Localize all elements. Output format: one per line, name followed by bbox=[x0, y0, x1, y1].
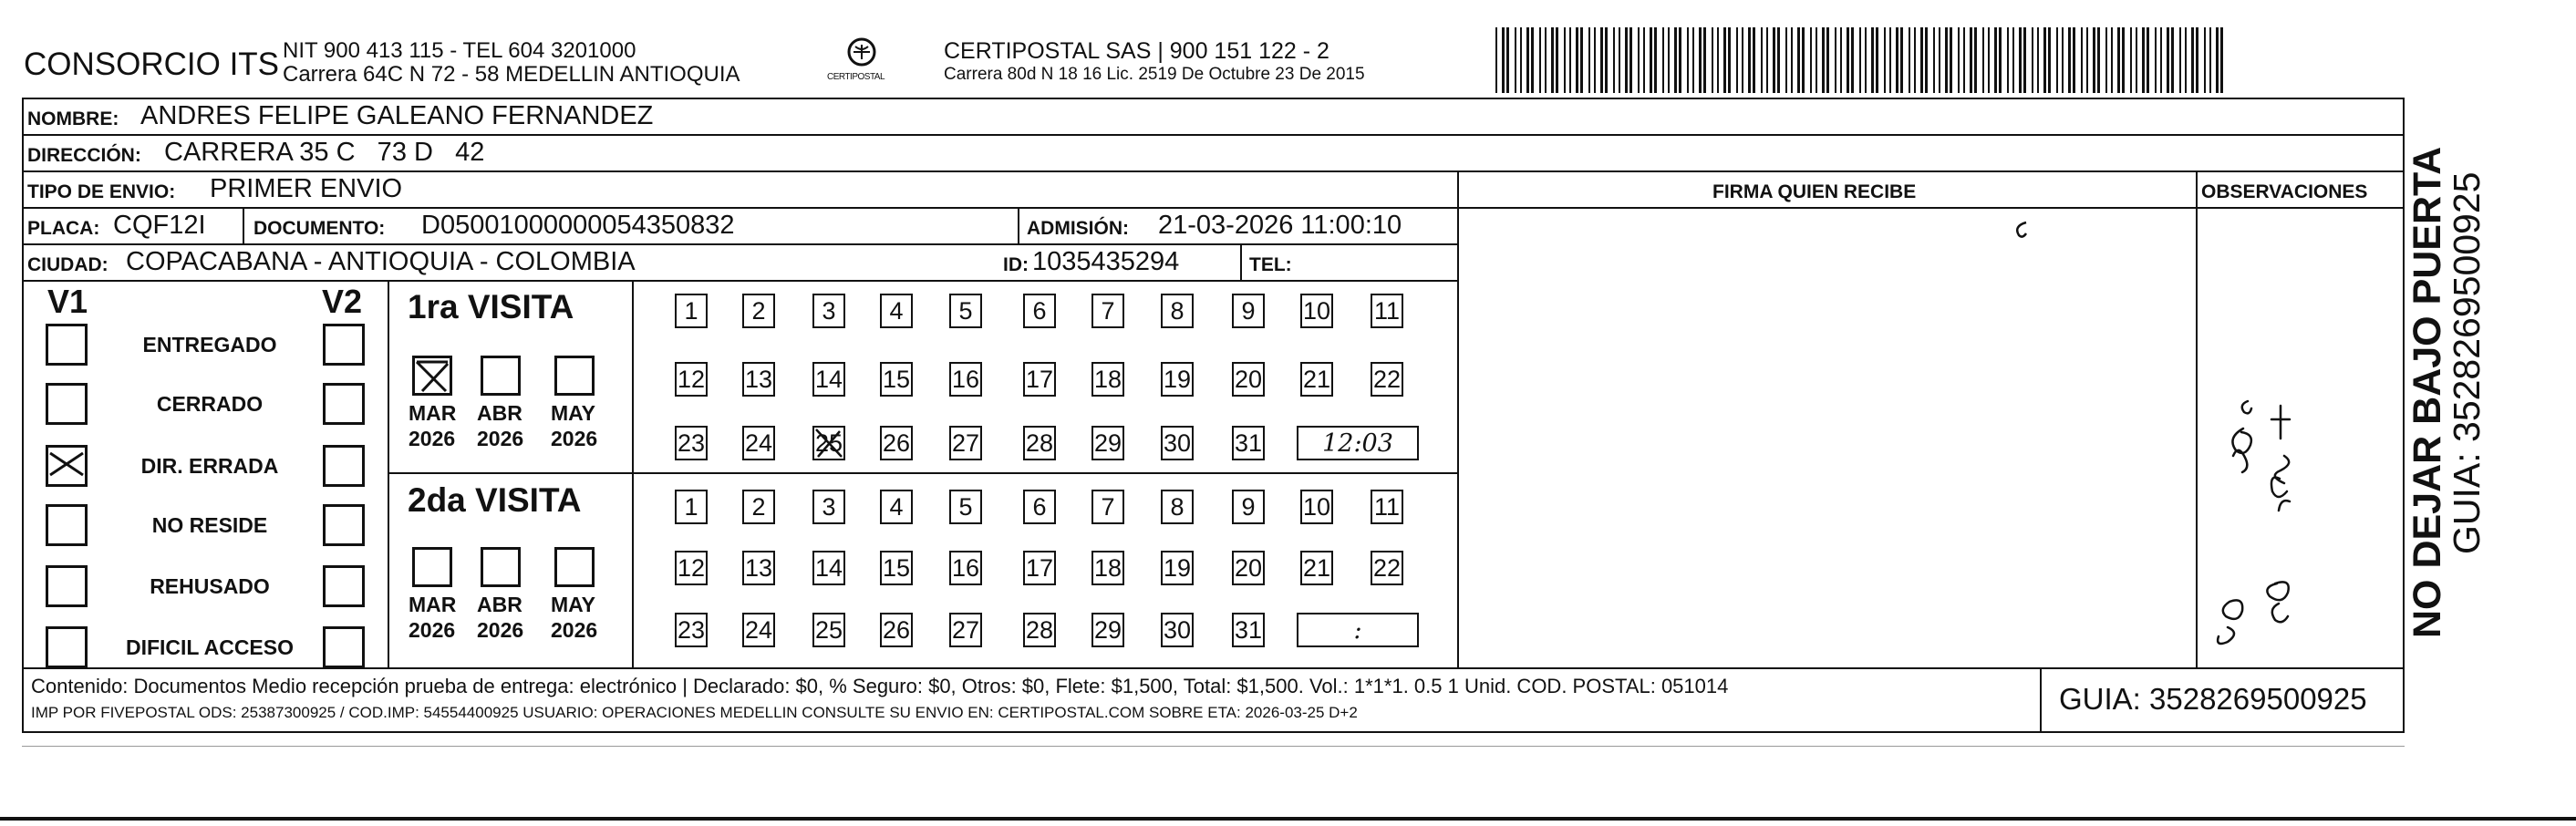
side-guia: GUIA: 3528269500925 bbox=[2446, 171, 2488, 554]
day-box[interactable]: 18 bbox=[1091, 362, 1124, 397]
v1-checkbox[interactable] bbox=[46, 565, 88, 607]
footer-guia: GUIA: 3528269500925 bbox=[2059, 682, 2367, 716]
contenido-line: Contenido: Documentos Medio recepción prueba de entrega: electrónico | Declarado: $0, % Seguro: $0, Otros: $0, Flete: $1,500, Total: $1,500. Vol.: 1*1*1. 0.5 1 Unid. COD. POSTAL: 051014 bbox=[31, 675, 1729, 697]
first-visit-title: 1ra VISITA bbox=[408, 288, 574, 325]
day-box[interactable]: 8 bbox=[1161, 294, 1194, 328]
v1-header: V1 bbox=[47, 283, 88, 320]
day-box[interactable]: 20 bbox=[1232, 362, 1265, 397]
admision-label: ADMISIÓN: bbox=[1027, 218, 1129, 239]
ciudad-label: CIUDAD: bbox=[27, 254, 109, 275]
certipostal-logo bbox=[825, 36, 898, 88]
year-label: 2026 bbox=[409, 618, 456, 642]
documento-value: D05001000000054350832 bbox=[421, 211, 735, 240]
time-box[interactable]: : bbox=[1297, 613, 1419, 647]
month-label: ABR bbox=[477, 593, 522, 616]
day-box[interactable]: 5 bbox=[949, 294, 982, 328]
month-checkbox[interactable] bbox=[481, 547, 521, 587]
documento-label: DOCUMENTO: bbox=[253, 218, 386, 239]
day-box[interactable]: 9 bbox=[1232, 490, 1265, 524]
day-box[interactable]: 26 bbox=[880, 426, 913, 460]
day-box[interactable]: 23 bbox=[675, 613, 708, 647]
day-box[interactable]: 25 bbox=[812, 613, 845, 647]
status-label: CERRADO bbox=[156, 392, 264, 416]
day-box[interactable]: 2 bbox=[742, 490, 775, 524]
day-box[interactable]: 29 bbox=[1091, 426, 1124, 460]
tipo-value: PRIMER ENVIO bbox=[210, 174, 403, 203]
day-box[interactable]: 15 bbox=[880, 362, 913, 397]
month-checkbox[interactable] bbox=[412, 356, 452, 396]
year-label: 2026 bbox=[551, 427, 598, 450]
day-box[interactable]: 10 bbox=[1300, 490, 1333, 524]
carrier-address: Carrera 80d N 18 16 Lic. 2519 De Octubre 23 De 2015 bbox=[944, 65, 1365, 84]
day-box[interactable]: 21 bbox=[1300, 551, 1333, 585]
month-label: ABR bbox=[477, 401, 522, 425]
v2-checkbox[interactable] bbox=[323, 383, 365, 425]
day-box[interactable]: 25 bbox=[812, 426, 845, 460]
status-label: ENTREGADO bbox=[142, 333, 277, 356]
status-label: DIFICIL ACCESO bbox=[125, 635, 294, 659]
observaciones-label: OBSERVACIONES bbox=[2201, 181, 2368, 202]
day-box[interactable]: 14 bbox=[812, 551, 845, 585]
barcode bbox=[1495, 27, 2225, 93]
month-label: MAR bbox=[409, 593, 457, 616]
day-box[interactable]: 1 bbox=[675, 294, 708, 328]
day-box[interactable]: 26 bbox=[880, 613, 913, 647]
tel-label: TEL: bbox=[1249, 254, 1292, 275]
day-box[interactable]: 31 bbox=[1232, 613, 1265, 647]
day-box[interactable]: 1 bbox=[675, 490, 708, 524]
status-label: REHUSADO bbox=[150, 574, 270, 598]
day-box[interactable]: 29 bbox=[1091, 613, 1124, 647]
day-box[interactable]: 7 bbox=[1091, 294, 1124, 328]
placa-label: PLACA: bbox=[27, 218, 100, 239]
day-box[interactable]: 8 bbox=[1161, 490, 1194, 524]
carrier-line: CERTIPOSTAL SAS | 900 151 122 - 2 bbox=[944, 38, 1329, 64]
status-label: NO RESIDE bbox=[151, 513, 268, 537]
day-box[interactable]: 18 bbox=[1091, 551, 1124, 585]
day-box[interactable]: 12 bbox=[675, 551, 708, 585]
day-box[interactable]: 2 bbox=[742, 294, 775, 328]
day-box[interactable]: 22 bbox=[1371, 551, 1403, 585]
signature-mark bbox=[2006, 217, 2033, 249]
day-box[interactable]: 6 bbox=[1023, 490, 1056, 524]
day-box[interactable]: 19 bbox=[1161, 362, 1194, 397]
id-label: ID: bbox=[1003, 254, 1029, 275]
v2-header: V2 bbox=[322, 283, 363, 320]
observaciones-handwriting bbox=[2193, 365, 2321, 656]
day-box[interactable]: 28 bbox=[1023, 613, 1056, 647]
month-checkbox[interactable] bbox=[481, 356, 521, 396]
month-checkbox[interactable] bbox=[412, 547, 452, 587]
nombre-label: NOMBRE: bbox=[27, 108, 119, 129]
admision-value: 21-03-2026 11:00:10 bbox=[1158, 211, 1402, 240]
month-label: MAY bbox=[551, 401, 595, 425]
v1-checkbox[interactable] bbox=[46, 626, 88, 668]
year-label: 2026 bbox=[477, 427, 524, 450]
day-box[interactable]: 11 bbox=[1371, 294, 1403, 328]
day-box[interactable]: 27 bbox=[949, 426, 982, 460]
year-label: 2026 bbox=[477, 618, 524, 642]
day-box[interactable]: 12 bbox=[675, 362, 708, 397]
day-box[interactable]: 21 bbox=[1300, 362, 1333, 397]
day-box[interactable]: 16 bbox=[949, 551, 982, 585]
month-label: MAR bbox=[409, 401, 457, 425]
firma-label: FIRMA QUIEN RECIBE bbox=[1712, 181, 1917, 202]
direccion-label: DIRECCIÓN: bbox=[27, 145, 141, 166]
day-box[interactable]: 3 bbox=[812, 294, 845, 328]
month-checkbox[interactable] bbox=[554, 356, 595, 396]
day-box[interactable]: 6 bbox=[1023, 294, 1056, 328]
day-box[interactable]: 24 bbox=[742, 426, 775, 460]
day-box[interactable]: 14 bbox=[812, 362, 845, 397]
day-box[interactable]: 7 bbox=[1091, 490, 1124, 524]
no-dejar-bajo-puerta: NO DEJAR BAJO PUERTA bbox=[2405, 146, 2449, 638]
day-box[interactable]: 11 bbox=[1371, 490, 1403, 524]
day-box[interactable]: 19 bbox=[1161, 551, 1194, 585]
day-box[interactable]: 13 bbox=[742, 551, 775, 585]
status-label: DIR. ERRADA bbox=[140, 454, 279, 478]
v1-checkbox[interactable] bbox=[46, 445, 88, 487]
v2-checkbox[interactable] bbox=[323, 626, 365, 668]
company-name: CONSORCIO ITS bbox=[24, 46, 280, 82]
v1-checkbox[interactable] bbox=[46, 504, 88, 546]
day-box[interactable]: 4 bbox=[880, 294, 913, 328]
day-25-mark bbox=[812, 426, 845, 465]
day-box[interactable]: 30 bbox=[1161, 613, 1194, 647]
month-label: MAY bbox=[551, 593, 595, 616]
day-box[interactable]: 23 bbox=[675, 426, 708, 460]
day-box[interactable]: 4 bbox=[880, 490, 913, 524]
v1-checkbox[interactable] bbox=[46, 324, 88, 366]
day-box[interactable]: 16 bbox=[949, 362, 982, 397]
day-box[interactable]: 15 bbox=[880, 551, 913, 585]
year-label: 2026 bbox=[551, 618, 598, 642]
day-box[interactable]: 3 bbox=[812, 490, 845, 524]
ciudad-value: COPACABANA - ANTIOQUIA - COLOMBIA bbox=[126, 247, 636, 276]
day-box[interactable]: 5 bbox=[949, 490, 982, 524]
time-box[interactable]: 12:03 bbox=[1297, 426, 1419, 460]
day-box[interactable]: 24 bbox=[742, 613, 775, 647]
day-box[interactable]: 28 bbox=[1023, 426, 1056, 460]
id-value: 1035435294 bbox=[1032, 247, 1180, 276]
day-box[interactable]: 13 bbox=[742, 362, 775, 397]
day-box[interactable]: 27 bbox=[949, 613, 982, 647]
v2-checkbox[interactable] bbox=[323, 324, 365, 366]
day-box[interactable]: 17 bbox=[1023, 362, 1056, 397]
year-label: 2026 bbox=[409, 427, 456, 450]
placa-value: CQF12I bbox=[113, 211, 206, 240]
imp-line: IMP POR FIVEPOSTAL ODS: 25387300925 / COD.IMP: 54554400925 USUARIO: OPERACIONES MEDELLIN CONSULTE SU ENVIO EN: CERTIPOSTAL.COM SOBRE ETA: 2026-03-25 D+2 bbox=[31, 704, 1358, 721]
day-box[interactable]: 17 bbox=[1023, 551, 1056, 585]
v2-checkbox[interactable] bbox=[323, 504, 365, 546]
day-box[interactable]: 31 bbox=[1232, 426, 1265, 460]
day-box[interactable]: 10 bbox=[1300, 294, 1333, 328]
v1-checkbox[interactable] bbox=[46, 383, 88, 425]
logo-text: CERTIPOSTAL bbox=[827, 72, 885, 82]
nombre-value: ANDRES FELIPE GALEANO FERNANDEZ bbox=[140, 101, 654, 130]
address-line: Carrera 64C N 72 - 58 MEDELLIN ANTIOQUIA bbox=[283, 62, 740, 87]
nit-line: NIT 900 413 115 - TEL 604 3201000 bbox=[283, 38, 636, 63]
day-box[interactable]: 9 bbox=[1232, 294, 1265, 328]
month-checkbox[interactable] bbox=[554, 547, 595, 587]
day-box[interactable]: 22 bbox=[1371, 362, 1403, 397]
tipo-label: TIPO DE ENVIO: bbox=[27, 181, 176, 202]
direccion-value: CARRERA 35 C 73 D 42 bbox=[164, 138, 485, 167]
v2-checkbox[interactable] bbox=[323, 445, 365, 487]
v2-checkbox[interactable] bbox=[323, 565, 365, 607]
second-visit-title: 2da VISITA bbox=[408, 481, 582, 519]
day-box[interactable]: 30 bbox=[1161, 426, 1194, 460]
day-box[interactable]: 20 bbox=[1232, 551, 1265, 585]
